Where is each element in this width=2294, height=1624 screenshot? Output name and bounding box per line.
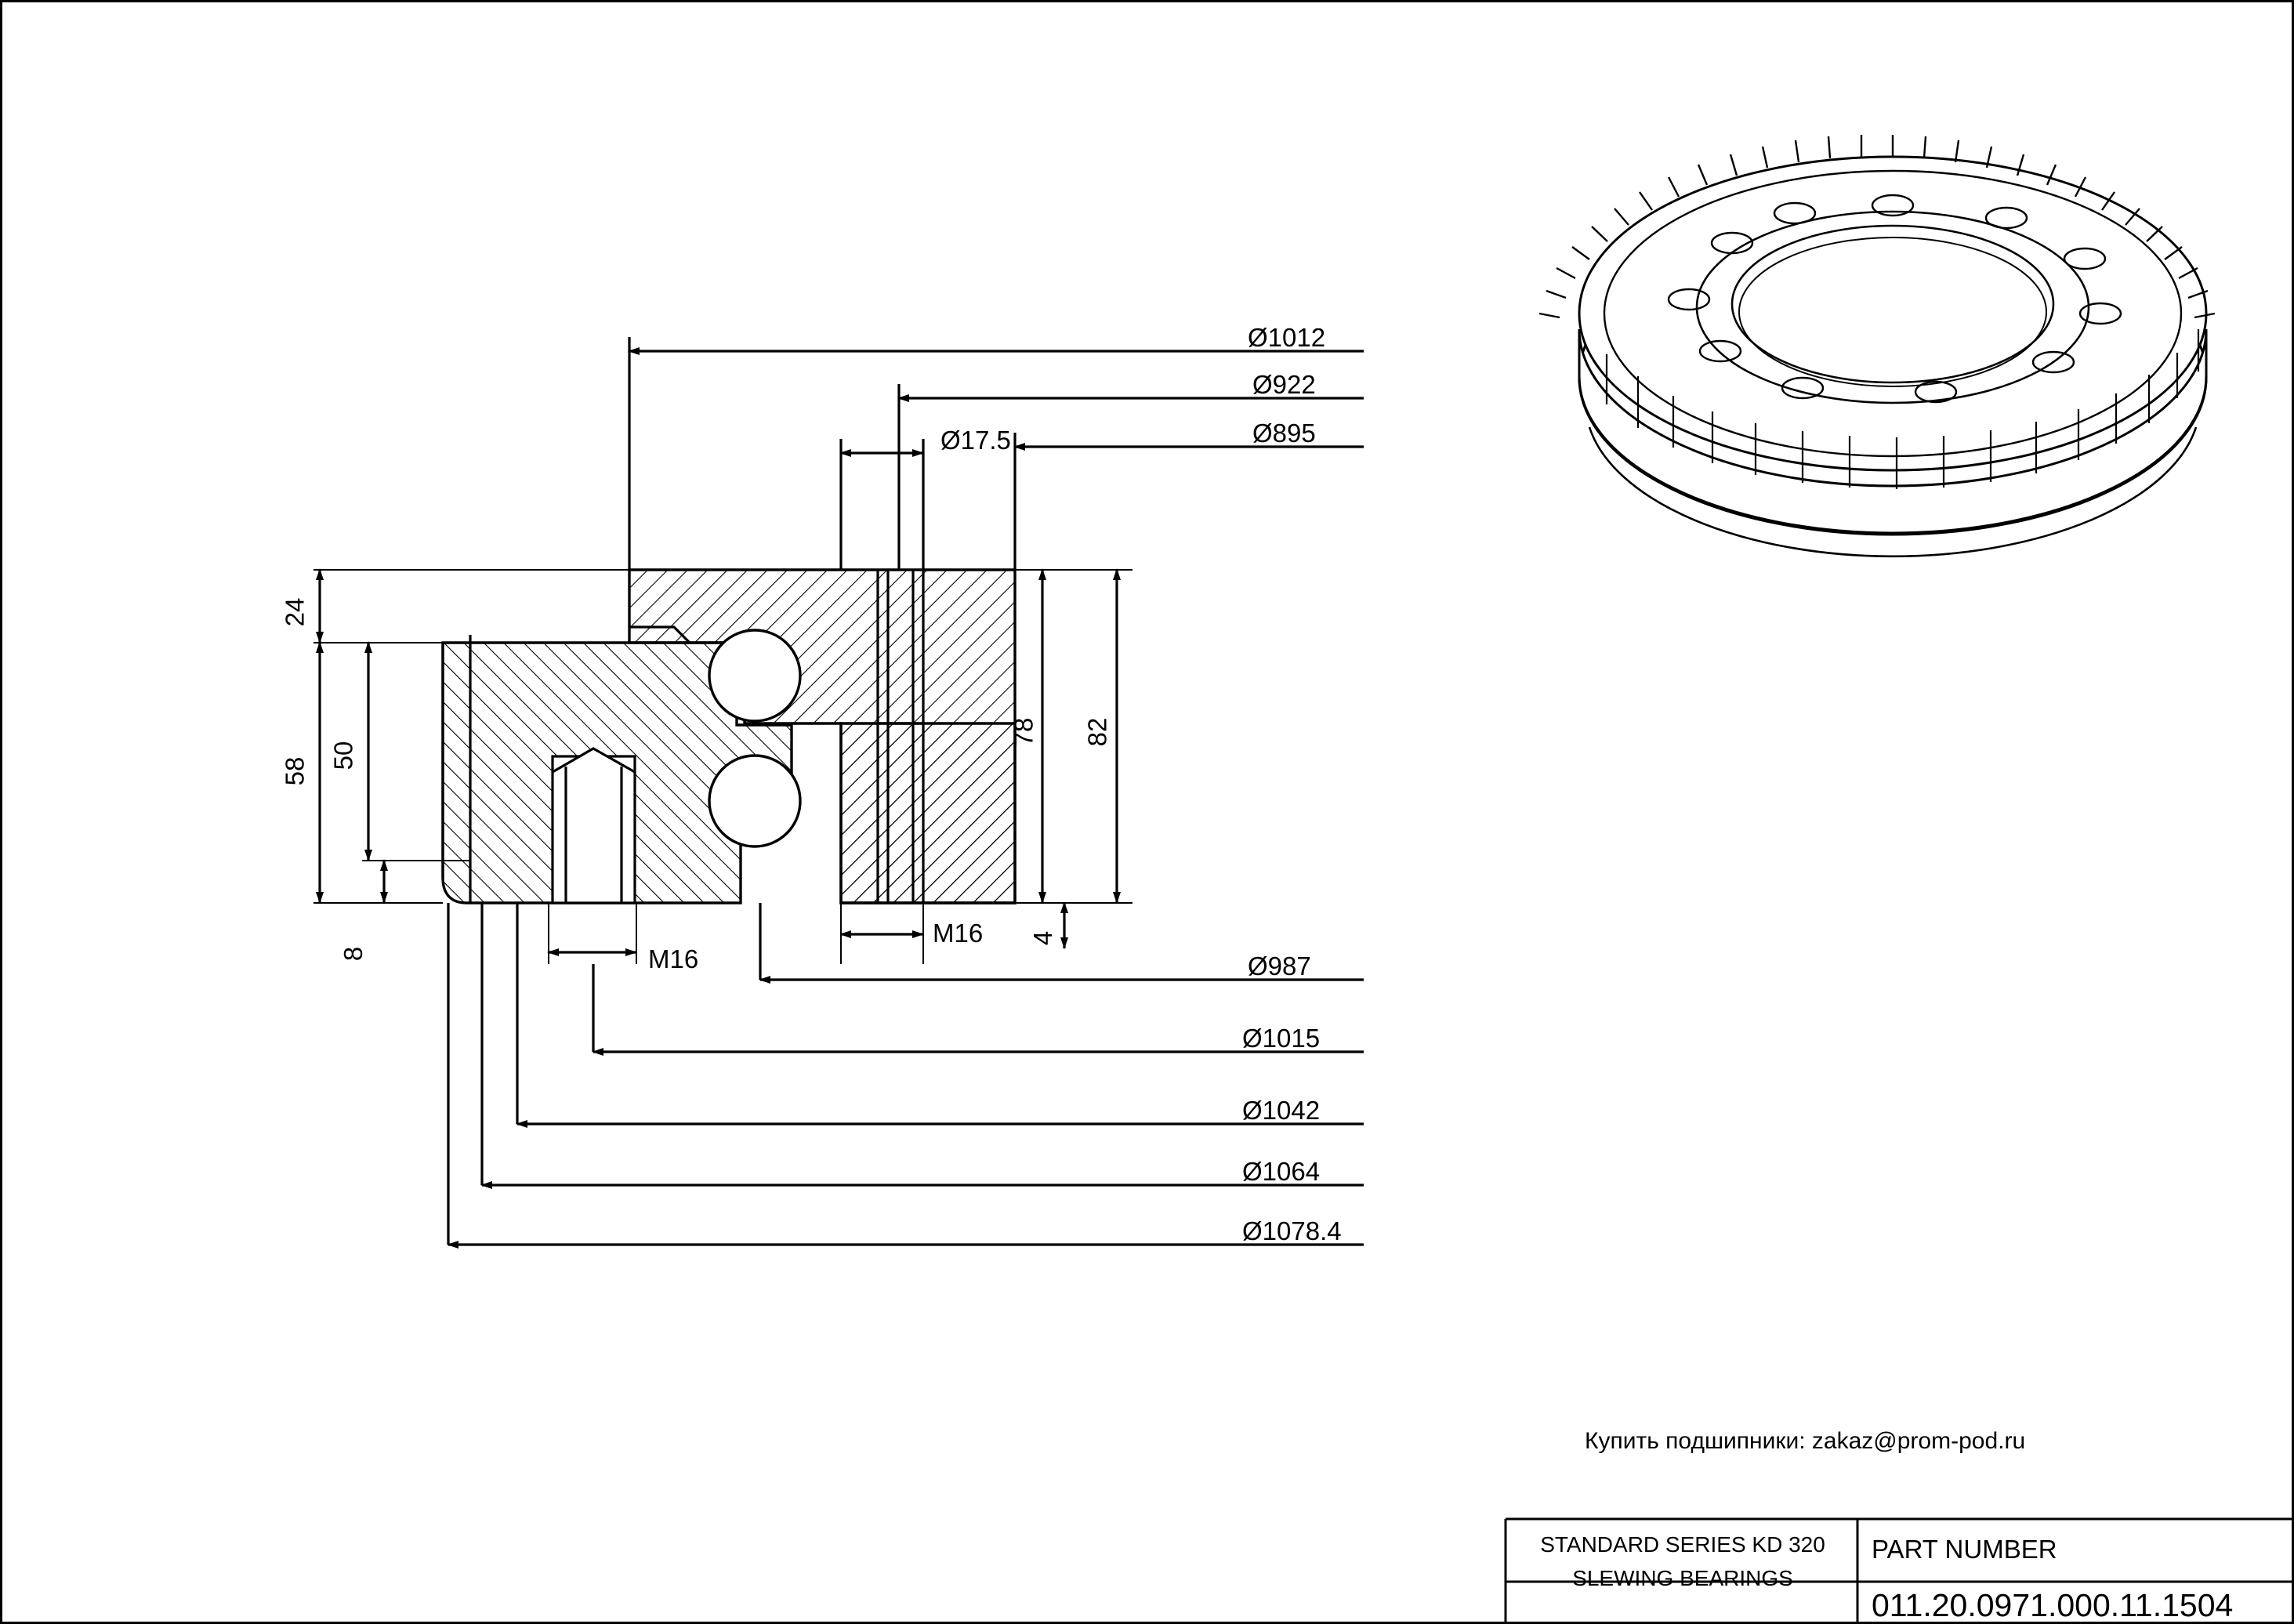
- dim-label-d1042: Ø1042: [1242, 1096, 1321, 1125]
- dim-label-24: 24: [280, 597, 310, 627]
- dim-label-4: 4: [1028, 930, 1058, 946]
- dim-label-d1015: Ø1015: [1242, 1024, 1321, 1053]
- title-block-series-line2: SLEWING BEARINGS: [1572, 1566, 1793, 1590]
- dim-label-d895: Ø895: [1252, 419, 1316, 448]
- dim-label-d1012: Ø1012: [1248, 323, 1326, 352]
- title-block-part-number-value: 011.20.0971.000.11.1504: [1872, 1587, 2234, 1623]
- dim-label-d1064: Ø1064: [1242, 1157, 1321, 1186]
- dim-label-d922: Ø922: [1252, 370, 1316, 399]
- dim-label-m16-right: M16: [933, 919, 984, 948]
- dim-label-82: 82: [1082, 717, 1112, 747]
- dim-label-d987: Ø987: [1248, 952, 1311, 981]
- dim-label-8: 8: [339, 946, 368, 962]
- dim-label-58: 58: [280, 756, 310, 786]
- dim-label-78: 78: [1009, 717, 1038, 747]
- title-block-part-number-label: PART NUMBER: [1872, 1535, 2057, 1564]
- dim-label-m16-left: M16: [648, 944, 699, 973]
- dim-label-50: 50: [328, 741, 358, 770]
- contact-text: Купить подшипники: zakaz@prom-pod.ru: [1585, 1428, 2026, 1454]
- isometric-gear-view: [1539, 135, 2215, 556]
- dim-label-d1078-4: Ø1078.4: [1242, 1216, 1342, 1245]
- dim-label-d17-5: Ø17.5: [940, 426, 1011, 455]
- title-block-series-line1: STANDARD SERIES KD 320: [1540, 1532, 1825, 1557]
